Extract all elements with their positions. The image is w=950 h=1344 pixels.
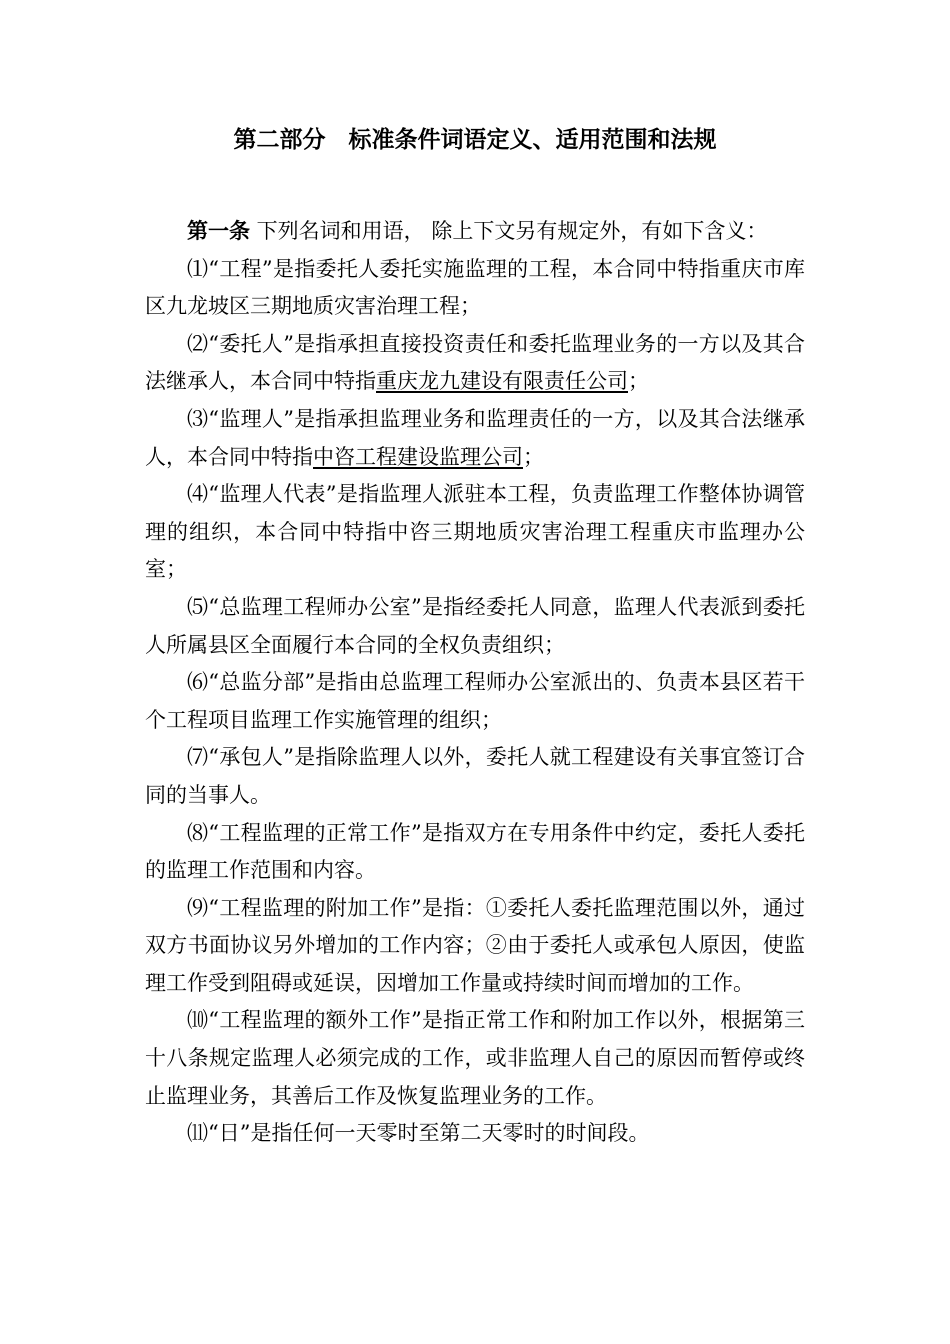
- definition-item-8: ⑻“工程监理的正常工作”是指双方在专用条件中约定，委托人委托的监理工作范围和内容。: [145, 820, 805, 883]
- supervisor-company-name: 中咨工程建设监理公司: [313, 444, 523, 469]
- definition-item-6: ⑹“总监分部”是指由总监理工程师办公室派出的、负责本县区若干个工程项目监理工作实施管理的组织；: [145, 670, 805, 732]
- definition-item-1: ⑴“工程”是指委托人委托实施监理的工程，本合同中特指重庆市库区九龙坡区三期地质灾害治理工程；: [145, 256, 805, 319]
- page-title: 第二部分 标准条件词语定义、适用范围和法规: [233, 126, 717, 153]
- client-company-name: 重庆龙九建设有限责任公司: [376, 369, 628, 394]
- definition-item-9: ⑼“工程监理的附加工作”是指：①委托人委托监理范围以外，通过双方书面协议另外增加的工作内容；②由于委托人或承包人原因，使监理工作受到阻碍或延误，因增加工作量或持续时间而增加的工作。: [145, 895, 805, 995]
- definition-item-7: ⑺“承包人”是指除监理人以外，委托人就工程建设有关事宜签订合同的当事人。: [145, 745, 805, 807]
- definition-item-2-text: ⑵“委托人”是指承担直接投资责任和委托监理业务的一方以及其合法继承人，本合同中特指: [145, 331, 805, 394]
- article-intro-text: 下列名词和用语， 除上下文另有规定外，有如下含义：: [250, 219, 768, 243]
- definition-item-3-end: ；: [523, 444, 544, 469]
- definition-item-3-text: ⑶“监理人”是指承担监理业务和监理责任的一方，以及其合法继承人，本合同中特指: [145, 406, 805, 469]
- definition-item-5: ⑸“总监理工程师办公室”是指经委托人同意，监理人代表派到委托人所属县区全面履行本合同的全权负责组织；: [145, 594, 805, 657]
- definition-item-3: [145, 401, 805, 476]
- definition-item-10: ⑽“工程监理的额外工作”是指正常工作和附加工作以外，根据第三十八条规定监理人必须完成的工作，或非监理人自己的原因而暂停或终止监理业务，其善后工作及恢复监理业务的工作。: [145, 1008, 805, 1108]
- article-1-intro: [145, 212, 805, 251]
- definition-item-2-end: ；: [628, 369, 649, 394]
- definition-item-11: ⑾“日”是指任何一天零时至第二天零时的时间段。: [187, 1121, 650, 1146]
- definition-item-4: ⑷“监理人代表”是指监理人派驻本工程，负责监理工作整体协调管理的组织，本合同中特指中咨三期地质灾害治理工程重庆市监理办公室；: [145, 482, 805, 582]
- definition-item-2: [145, 326, 805, 401]
- article-label: 第一条: [187, 218, 250, 243]
